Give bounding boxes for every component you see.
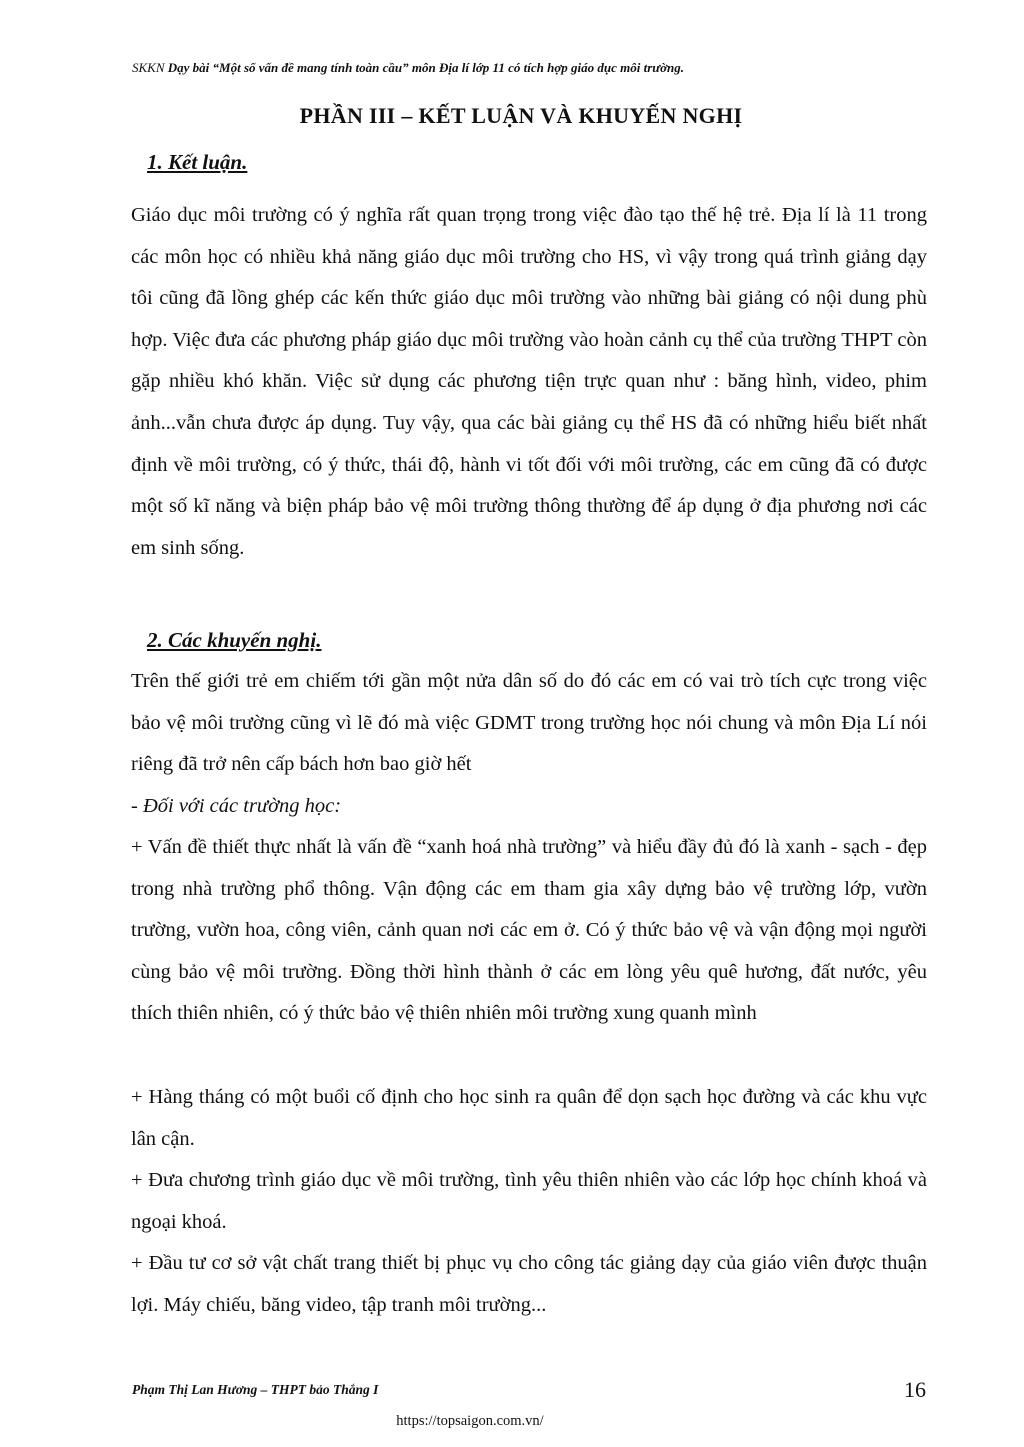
page-title: PHẦN III – KẾT LUẬN VÀ KHUYẾN NGHỊ (299, 103, 743, 128)
running-header (132, 60, 912, 76)
page-number: 16 (904, 1377, 926, 1402)
section-heading-recommendations: 2. Các khuyến nghị. (147, 628, 322, 652)
section-heading-conclusion: 1. Kết luận. (147, 150, 248, 174)
footer-url: https://topsaigon.com.vn/ (396, 1413, 544, 1429)
recommendation-item-greening: + Vấn đề thiết thực nhất là vấn đề “xanh hoá nhà trường” và hiểu đầy đủ đó là xanh - sạch - đẹp trong nhà trường phổ thông. Vận động các em tham gia xây dựng bảo vệ trường lớp, vườn trường, vườn hoa, công viên, cảnh quan nơi các em ở. Có ý thức bảo vệ và vận động mọi người cùng bảo vệ môi trường. Đồng thời hình thành ở các em lòng yêu quê hương, đất nước, yêu thích thiên nhiên, có ý thức bảo vệ thiên nhiên môi trường xung quanh mình (131, 836, 927, 1025)
recommendations-intro: Trên thế giới trẻ em chiếm tới gần một nửa dân số do đó các em có vai trò tích cực trong việc bảo vệ môi trường cũng vì lẽ đó mà việc GDMT trong trường học nói chung và môn Địa Lí nói riêng đã trở nên cấp bách hơn bao giờ hết (131, 670, 927, 776)
recommendation-item-investment: + Đầu tư cơ sở vật chất trang thiết bị phục vụ cho công tác giảng dạy của giáo viên được thuận lợi. Máy chiếu, băng video, tập tranh môi trường... (131, 1252, 927, 1316)
conclusion-paragraph: Giáo dục môi trường có ý nghĩa rất quan trọng trong việc đào tạo thế hệ trẻ. Địa lí là 11 trong các môn học có nhiều khả năng giáo dục môi trường cho HS, vì vậy trong quá trình giảng dạy tôi cũng đã lồng ghép các kến thức giáo dục môi trường vào những bài giảng có nội dung phù hợp. Việc đưa các phương pháp giáo dục môi trường vào hoàn cảnh cụ thể của trường THPT còn gặp nhiều khó khăn. Việc sử dụng các phương tiện trực quan như : băng hình, video, phim ảnh...vẫn chưa được áp dụng. Tuy vậy, qua các bài giảng cụ thể HS đã có những hiểu biết nhất định về môi trường, có ý thức, thái độ, hành vi tốt đối với môi trường, các em cũng đã có được một số kĩ năng và biện pháp bảo vệ môi trường thông thường để áp dụng ở địa phương nơi các em sinh sống. (131, 204, 927, 559)
footer-author: Phạm Thị Lan Hương – THPT bảo Thắng I (132, 1382, 379, 1397)
header-prefix: SKKN (132, 60, 165, 75)
header-text: Dạy bài “Một số vấn đề mang tính toàn cầu” môn Địa lí lớp 11 có tích hợp giáo dục môi trường. (164, 60, 685, 75)
recommendation-item-cleanup: + Hàng tháng có một buổi cố định cho học sinh ra quân để dọn sạch học đường và các khu vực lân cận. (131, 1086, 927, 1150)
recommendation-item-curriculum: + Đưa chương trình giáo dục về môi trường, tình yêu thiên nhiên vào các lớp học chính khoá và ngoại khoá. (131, 1169, 927, 1233)
schools-subheading: - Đối với các trường học: (131, 795, 342, 817)
